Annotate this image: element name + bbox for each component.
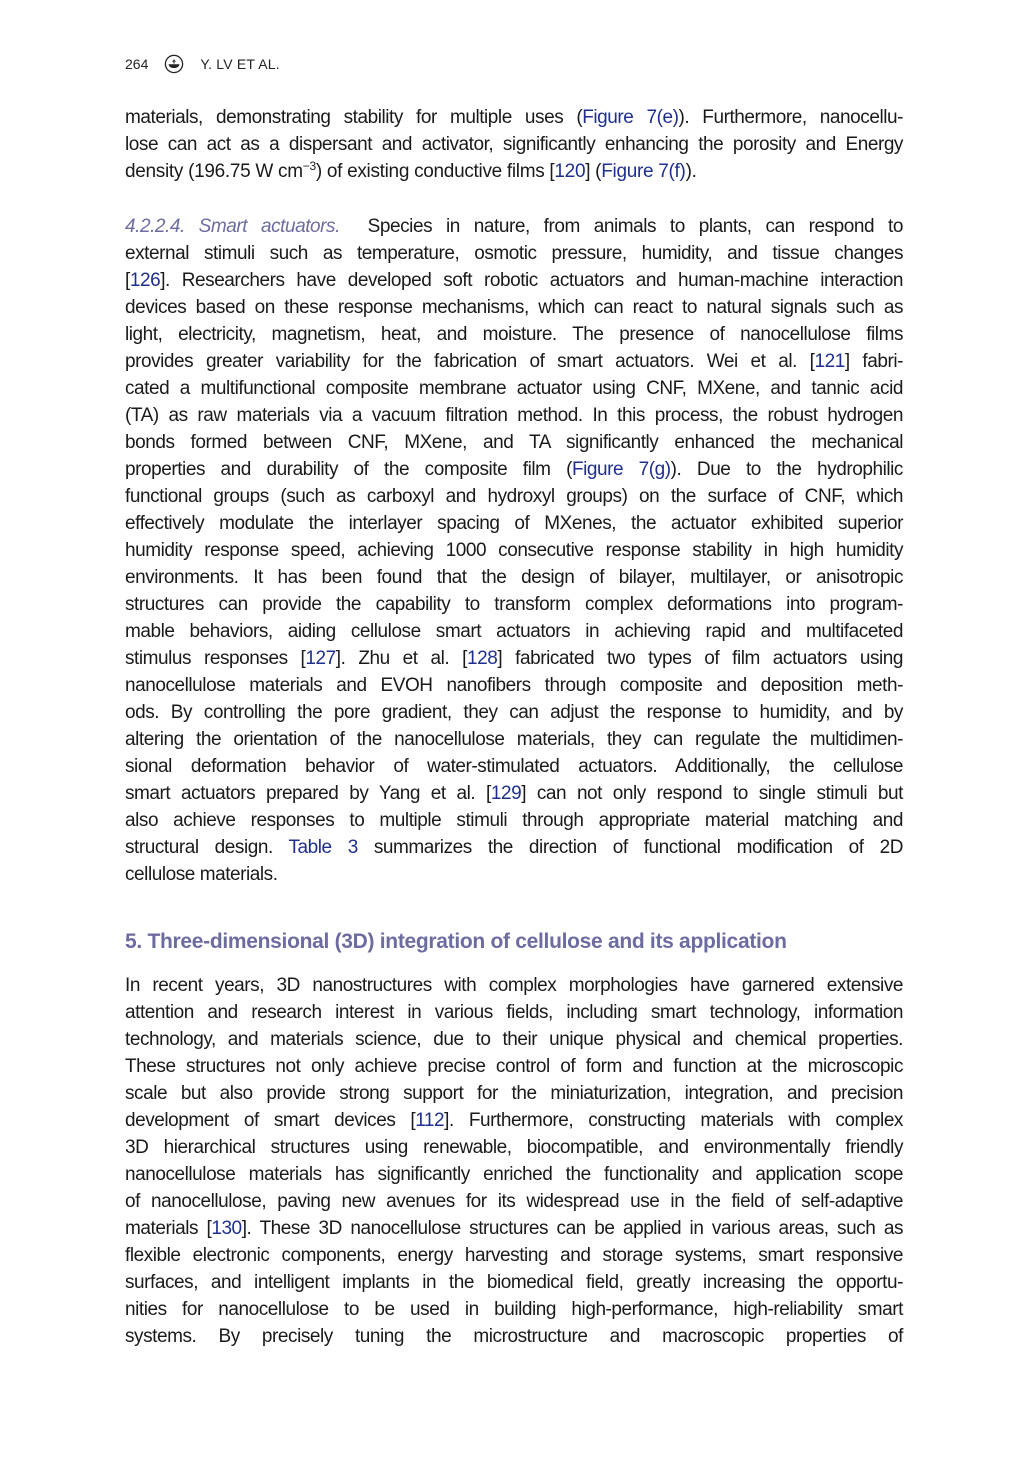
- text: ]. These 3D nanocellulose structures can be applied in various areas, such as: [241, 1218, 903, 1239]
- ref-129-link[interactable]: 129: [490, 783, 522, 804]
- text-line: external stimuli such as temperature, osmotic pressure, humidity, and tissue changes: [125, 243, 903, 264]
- page-number: 264: [125, 56, 149, 72]
- superscript: −3: [302, 159, 316, 173]
- text-line: technology, and materials science, due to their unique physical and chemical properties.: [125, 1029, 903, 1050]
- text: structural design.: [125, 837, 289, 858]
- text: smart actuators prepared by Yang et al. [: [125, 783, 491, 804]
- text-line: These structures not only achieve precise control of form and function at the microscopic: [125, 1056, 903, 1077]
- text-line: functional groups (such as carboxyl and hydroxyl groups) on the surface of CNF, which: [125, 486, 903, 507]
- text-line: [125, 213, 903, 240]
- text-line: (TA) as raw materials via a vacuum filtration method. In this process, the robust hydrogen: [125, 405, 903, 426]
- text: properties and durability of the composite film (: [125, 459, 572, 480]
- text-line: sional deformation behavior of water-stimulated actuators. Additionally, the cellulose: [125, 756, 903, 777]
- text: development of smart devices [: [125, 1110, 416, 1131]
- text-line: bonds formed between CNF, MXene, and TA significantly enhanced the mechanical: [125, 432, 903, 453]
- text: Species in nature, from animals to plants, can respond to: [367, 216, 903, 237]
- text-line: [125, 267, 903, 294]
- ref-120-link[interactable]: 120: [554, 161, 586, 182]
- text: ). Furthermore, nanocellu-: [678, 107, 903, 128]
- text-line: ods. By controlling the pore gradient, they can adjust the response to humidity, and by: [125, 702, 903, 723]
- text-line: 3D hierarchical structures using renewable, biocompatible, and environmentally friendly: [125, 1137, 903, 1158]
- text-line: [125, 104, 903, 131]
- text: stimulus responses [: [125, 648, 306, 669]
- text-line: scale but also provide strong support for the miniaturization, integration, and precision: [125, 1083, 903, 1104]
- text-line: In recent years, 3D nanostructures with complex morphologies have garnered extensive: [125, 975, 903, 996]
- text-line: nanocellulose materials and EVOH nanofibers through composite and deposition meth-: [125, 675, 903, 696]
- text-line: environments. It has been found that the design of bilayer, multilayer, or anisotropic: [125, 567, 903, 588]
- table-3-link[interactable]: Table 3: [288, 837, 358, 858]
- ref-112-link[interactable]: 112: [415, 1110, 445, 1131]
- text-line: nities for nanocellulose to be used in building high-performance, high-reliability smart: [125, 1299, 903, 1320]
- text-line: effectively modulate the interlayer spacing of MXenes, the actuator exhibited superior: [125, 513, 903, 534]
- text-line: [125, 158, 903, 185]
- subsection-heading: 4.2.2.4. Smart actuators.: [125, 216, 340, 237]
- text: ]. Researchers have developed soft robotic actuators and human-machine interaction: [160, 270, 903, 291]
- text-line: systems. By precisely tuning the microstructure and macroscopic properties of: [125, 1326, 903, 1347]
- text-line: [125, 834, 903, 861]
- text-line: flexible electronic components, energy harvesting and storage systems, smart responsive: [125, 1245, 903, 1266]
- text-line: surfaces, and intelligent implants in the biomedical field, greatly increasing the opportu-: [125, 1272, 903, 1293]
- text: density (196.75 W cm: [125, 161, 303, 182]
- figure-7f-link[interactable]: Figure 7(f): [601, 161, 686, 182]
- ref-126-link[interactable]: 126: [129, 270, 161, 291]
- text: ).: [685, 161, 697, 182]
- text-line: cated a multifunctional composite membrane actuator using CNF, MXene, and tannic acid: [125, 378, 903, 399]
- figure-7g-link[interactable]: Figure 7(g): [571, 459, 671, 480]
- text-line: of nanocellulose, paving new avenues for its widespread use in the field of self-adaptive: [125, 1191, 903, 1212]
- text-line: lose can act as a dispersant and activator, significantly enhancing the porosity and Energy: [125, 134, 903, 155]
- ref-121-link[interactable]: 121: [814, 351, 845, 372]
- text: ] fabricated two types of film actuators using: [497, 648, 904, 669]
- text-line: mable behaviors, aiding cellulose smart actuators in achieving rapid and multifaceted: [125, 621, 903, 642]
- text: ]. Zhu et al. [: [335, 648, 468, 669]
- text: summarizes the direction of functional modification of 2D: [357, 837, 903, 858]
- text: ]. Furthermore, constructing materials with complex: [444, 1110, 903, 1131]
- text-line: [125, 348, 903, 375]
- text-line: [125, 1107, 903, 1134]
- text-line: [125, 645, 903, 672]
- text-line: [125, 780, 903, 807]
- ref-130-link[interactable]: 130: [211, 1218, 242, 1239]
- running-head-authors: Y. LV ET AL.: [200, 56, 280, 72]
- text-line: also achieve responses to multiple stimuli through appropriate material matching and: [125, 810, 903, 831]
- text-line: [125, 1215, 903, 1242]
- text: materials [: [125, 1218, 212, 1239]
- text-line: altering the orientation of the nanocellulose materials, they can regulate the multidimen-: [125, 729, 903, 750]
- text: ] fabri-: [844, 351, 904, 372]
- text: [: [125, 270, 130, 291]
- text-line: devices based on these response mechanisms, which can react to natural signals such as: [125, 297, 903, 318]
- text: ] (: [585, 161, 602, 182]
- section-5-heading: 5. Three-dimensional (3D) integration of cellulose and its application: [125, 930, 787, 953]
- text: ] can not only respond to single stimuli but: [521, 783, 903, 804]
- text: ). Due to the hydrophilic: [670, 459, 903, 480]
- ref-128-link[interactable]: 128: [467, 648, 498, 669]
- text-line: cellulose materials.: [125, 864, 278, 885]
- text: provides greater variability for the fabrication of smart actuators. Wei et al. [: [125, 351, 815, 372]
- text-line: light, electricity, magnetism, heat, and moisture. The presence of nanocellulose films: [125, 324, 903, 345]
- text-line: structures can provide the capability to transform complex deformations into program-: [125, 594, 903, 615]
- running-head: [125, 53, 280, 75]
- figure-7e-link[interactable]: Figure 7(e): [582, 107, 679, 128]
- text-line: attention and research interest in various fields, including smart technology, information: [125, 1002, 903, 1023]
- text: materials, demonstrating stability for multiple uses (: [125, 107, 583, 128]
- text-line: [125, 456, 903, 483]
- text-line: nanocellulose materials has significantly enriched the functionality and application scope: [125, 1164, 903, 1185]
- publisher-lamp-icon: [164, 54, 184, 74]
- text-line: humidity response speed, achieving 1000 consecutive response stability in high humidity: [125, 540, 903, 561]
- text: ) of existing conductive films [: [315, 161, 555, 182]
- ref-127-link[interactable]: 127: [305, 648, 336, 669]
